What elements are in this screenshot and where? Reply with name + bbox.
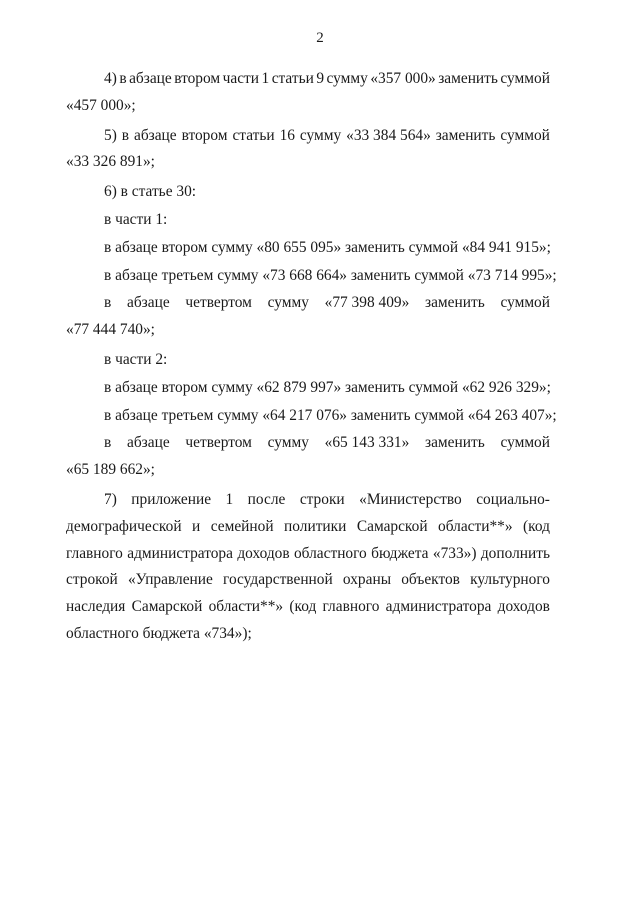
word: объектов — [401, 571, 460, 589]
word: суммой — [500, 126, 550, 144]
word: «65 143 331» — [324, 434, 410, 452]
word: доходов — [497, 598, 550, 616]
word: заменить — [438, 70, 498, 87]
word: социально- — [476, 490, 550, 508]
word: четвертом — [185, 294, 252, 312]
word: «733») — [432, 544, 477, 562]
word: суммой — [500, 434, 550, 452]
word: бюджета — [371, 544, 429, 562]
line-item-5 — [66, 123, 550, 150]
word: сумму — [299, 126, 342, 144]
word: 1 — [225, 490, 234, 508]
word: «357 000» — [370, 70, 436, 87]
word: «77 398 409» — [324, 294, 410, 312]
word: наследия — [66, 598, 126, 616]
word: охраны — [342, 571, 392, 589]
word: «Управление — [127, 571, 213, 589]
line-item-7 — [66, 487, 550, 514]
word: в — [104, 294, 112, 312]
word: статьи — [271, 70, 314, 87]
word: (код — [289, 598, 317, 616]
line-part-1-para-4-cont: «77 444 740»; — [66, 321, 155, 339]
line-part-2-para-4 — [66, 430, 550, 457]
word: абзаце — [127, 294, 170, 312]
line-part-1-para-4 — [66, 290, 550, 317]
line-item-4 — [66, 66, 550, 93]
word: приложение — [131, 490, 212, 508]
line-item-7-cont-1 — [66, 514, 550, 541]
line-item-7-cont-4 — [66, 594, 550, 621]
word: (код — [523, 517, 550, 535]
word: Самарской — [131, 598, 203, 616]
line-item-6: 6) в статье 30: — [104, 183, 197, 201]
line-part-2-para-4-cont: «65 189 662»; — [66, 461, 155, 479]
word: главного — [66, 544, 123, 562]
word: статьи — [232, 126, 275, 144]
word: областного — [293, 544, 367, 562]
page-number: 2 — [316, 30, 324, 46]
word: семейной — [210, 517, 274, 535]
word: сумму — [326, 70, 368, 87]
word: администратора — [385, 598, 492, 616]
word: 4) — [104, 70, 117, 87]
word: в — [121, 126, 130, 144]
word: втором — [181, 126, 228, 144]
line-part-2-para-2: в абзаце втором сумму «62 879 997» заменить суммой «62 926 329»; — [104, 378, 551, 396]
word: 1 — [261, 70, 270, 87]
word: доходов — [237, 544, 290, 562]
word: заменить — [425, 434, 485, 452]
line-part-1-para-2: в абзаце втором сумму «80 655 095» заменить суммой «84 941 915»; — [104, 238, 551, 256]
line-item-7-cont-2 — [66, 541, 550, 568]
word: четвертом — [185, 434, 252, 452]
word: и — [192, 517, 201, 535]
word: администратора — [127, 544, 233, 562]
word: после — [247, 490, 286, 508]
word: суммой — [500, 70, 550, 87]
line-part-2-para-3: в абзаце третьем сумму «64 217 076» заменить суммой «64 263 407»; — [104, 406, 557, 424]
line-item-7-cont-3 — [66, 567, 550, 594]
word: 5) — [104, 126, 117, 144]
word: культурного — [470, 571, 550, 589]
word: части — [222, 70, 260, 87]
word: «Министерство — [359, 490, 462, 508]
word: главного — [322, 598, 380, 616]
word: сумму — [267, 434, 309, 452]
word: 9 — [316, 70, 325, 87]
word: демографической — [66, 517, 182, 535]
line-part-1-para-3: в абзаце третьем сумму «73 668 664» заменить суммой «73 714 995»; — [104, 266, 557, 284]
word: суммой — [500, 294, 550, 312]
word: абзаце — [133, 126, 177, 144]
line-item-5-cont: «33 326 891»; — [66, 153, 155, 171]
word: абзаце — [129, 70, 172, 87]
word: заменить — [435, 126, 496, 144]
word: в — [119, 70, 127, 87]
word: области**» — [208, 598, 284, 616]
word: абзаце — [127, 434, 170, 452]
word: строкой — [66, 571, 118, 589]
word: дополнить — [480, 544, 550, 562]
word: области**» — [438, 517, 513, 535]
word: 16 — [279, 126, 295, 144]
word: втором — [174, 70, 221, 87]
line-part-1: в части 1: — [104, 210, 168, 228]
word: государственной — [223, 571, 333, 589]
word: «33 384 564» — [346, 126, 431, 144]
word: Самарской — [356, 517, 428, 535]
line-item-4-cont: «457 000»; — [66, 96, 136, 114]
word: 7) — [104, 490, 117, 508]
line-item-7-cont-5: областного бюджета «734»); — [66, 624, 252, 642]
document-body — [66, 66, 557, 648]
line-part-2: в части 2: — [104, 350, 168, 368]
word: заменить — [425, 294, 485, 312]
word: строки — [299, 490, 345, 508]
word: политики — [284, 517, 347, 535]
word: в — [104, 434, 112, 452]
word: сумму — [267, 294, 309, 312]
